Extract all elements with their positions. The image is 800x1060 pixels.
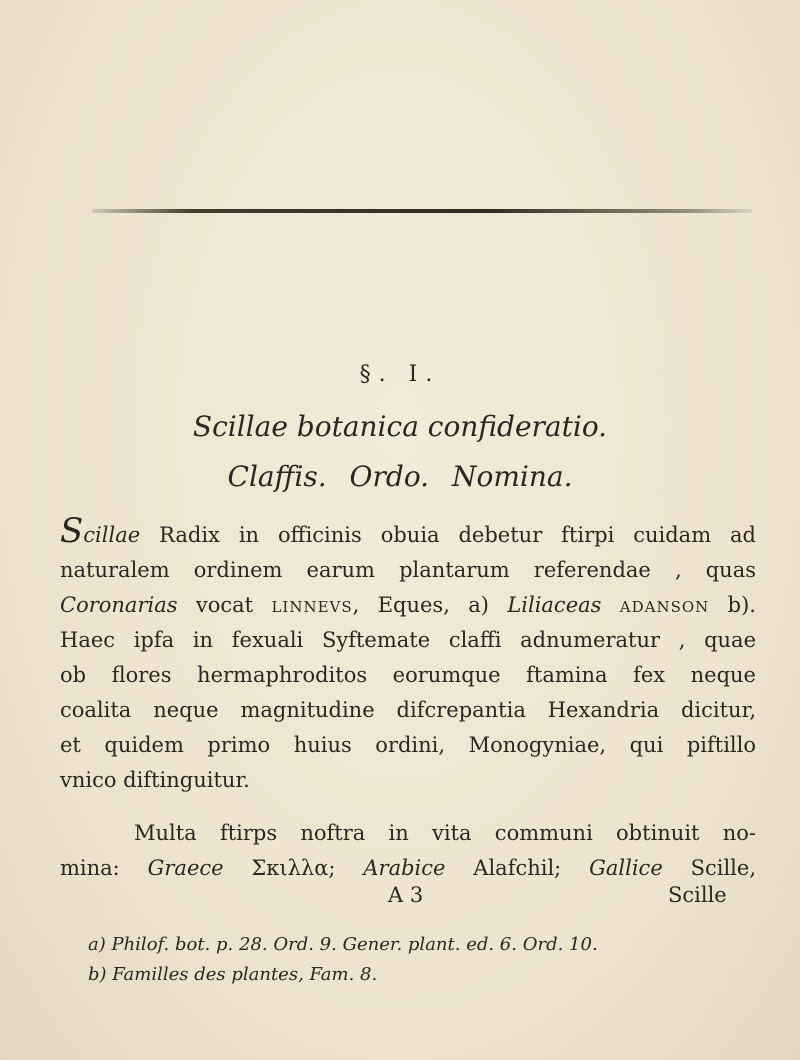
text-fragment: Radix in officinis obuia debetur ftirpi cuidam ad <box>140 523 756 547</box>
word-arabice: Arabice <box>363 856 446 880</box>
signature-mark: A 3 <box>388 883 424 907</box>
author-linnaeus: linnevs <box>271 593 353 617</box>
text-fragment: mina: <box>60 856 148 880</box>
word-gallice: Gallice <box>589 856 663 880</box>
text-line: vnico diftinguitur. <box>60 768 250 792</box>
footnote-a-text: a) Philof. bot. p. 28. Ord. 9. Gener. plant. ed. 6. Ord. 10. <box>88 934 598 955</box>
text-line: coalita neque magnitudine difcrepantia Hexandria dicitur, <box>60 698 756 722</box>
word-liliaceas: Liliaceas <box>507 593 602 617</box>
arabic-name: Alafchil; <box>445 856 590 880</box>
text-line: et quidem primo huius ordini, Monogyniae, qui piftillo <box>60 733 756 757</box>
greek-name: Σκιλλα; <box>223 856 364 880</box>
text-fragment: b). <box>709 593 756 617</box>
main-text <box>60 511 756 886</box>
text-line <box>60 851 756 886</box>
text-line: ob flores hermaphroditos eorumque ftamina fex neque <box>60 663 756 687</box>
footnote-b-text: b) Familles des plantes, Fam. 8. <box>88 964 378 985</box>
word-graece: Graece <box>147 856 224 880</box>
text-line <box>60 511 756 553</box>
drop-cap: S <box>60 511 84 551</box>
footnote-a <box>88 930 748 960</box>
text-line: Multa ftirps noftra in vita communi obtinuit no- <box>134 821 756 845</box>
french-name: Scille, <box>662 856 756 880</box>
text-line: Haec ipfa in fexuali Syftemate claffi adnumeratur , quae <box>60 628 756 652</box>
header-rule <box>92 209 752 213</box>
text-fragment <box>601 593 619 617</box>
text-line <box>60 588 756 623</box>
footnote-b <box>88 960 748 990</box>
section-title: Scillae botanica confideratio. <box>192 410 608 443</box>
footnotes <box>88 930 748 990</box>
text-line: naturalem ordinem earum plantarum referendae , quas <box>60 558 756 582</box>
catchword: Scille <box>668 883 727 907</box>
word-coronarias: Coronarias <box>60 593 178 617</box>
section-subtitle: Claffis. Ordo. Nomina. <box>227 460 573 493</box>
word-scillae: cillae <box>83 523 141 547</box>
text-fragment: vocat <box>177 593 272 617</box>
author-adanson: adanson <box>619 593 710 617</box>
text-fragment: , Eques, a) <box>352 593 508 617</box>
section-number: §. I. <box>359 362 441 387</box>
